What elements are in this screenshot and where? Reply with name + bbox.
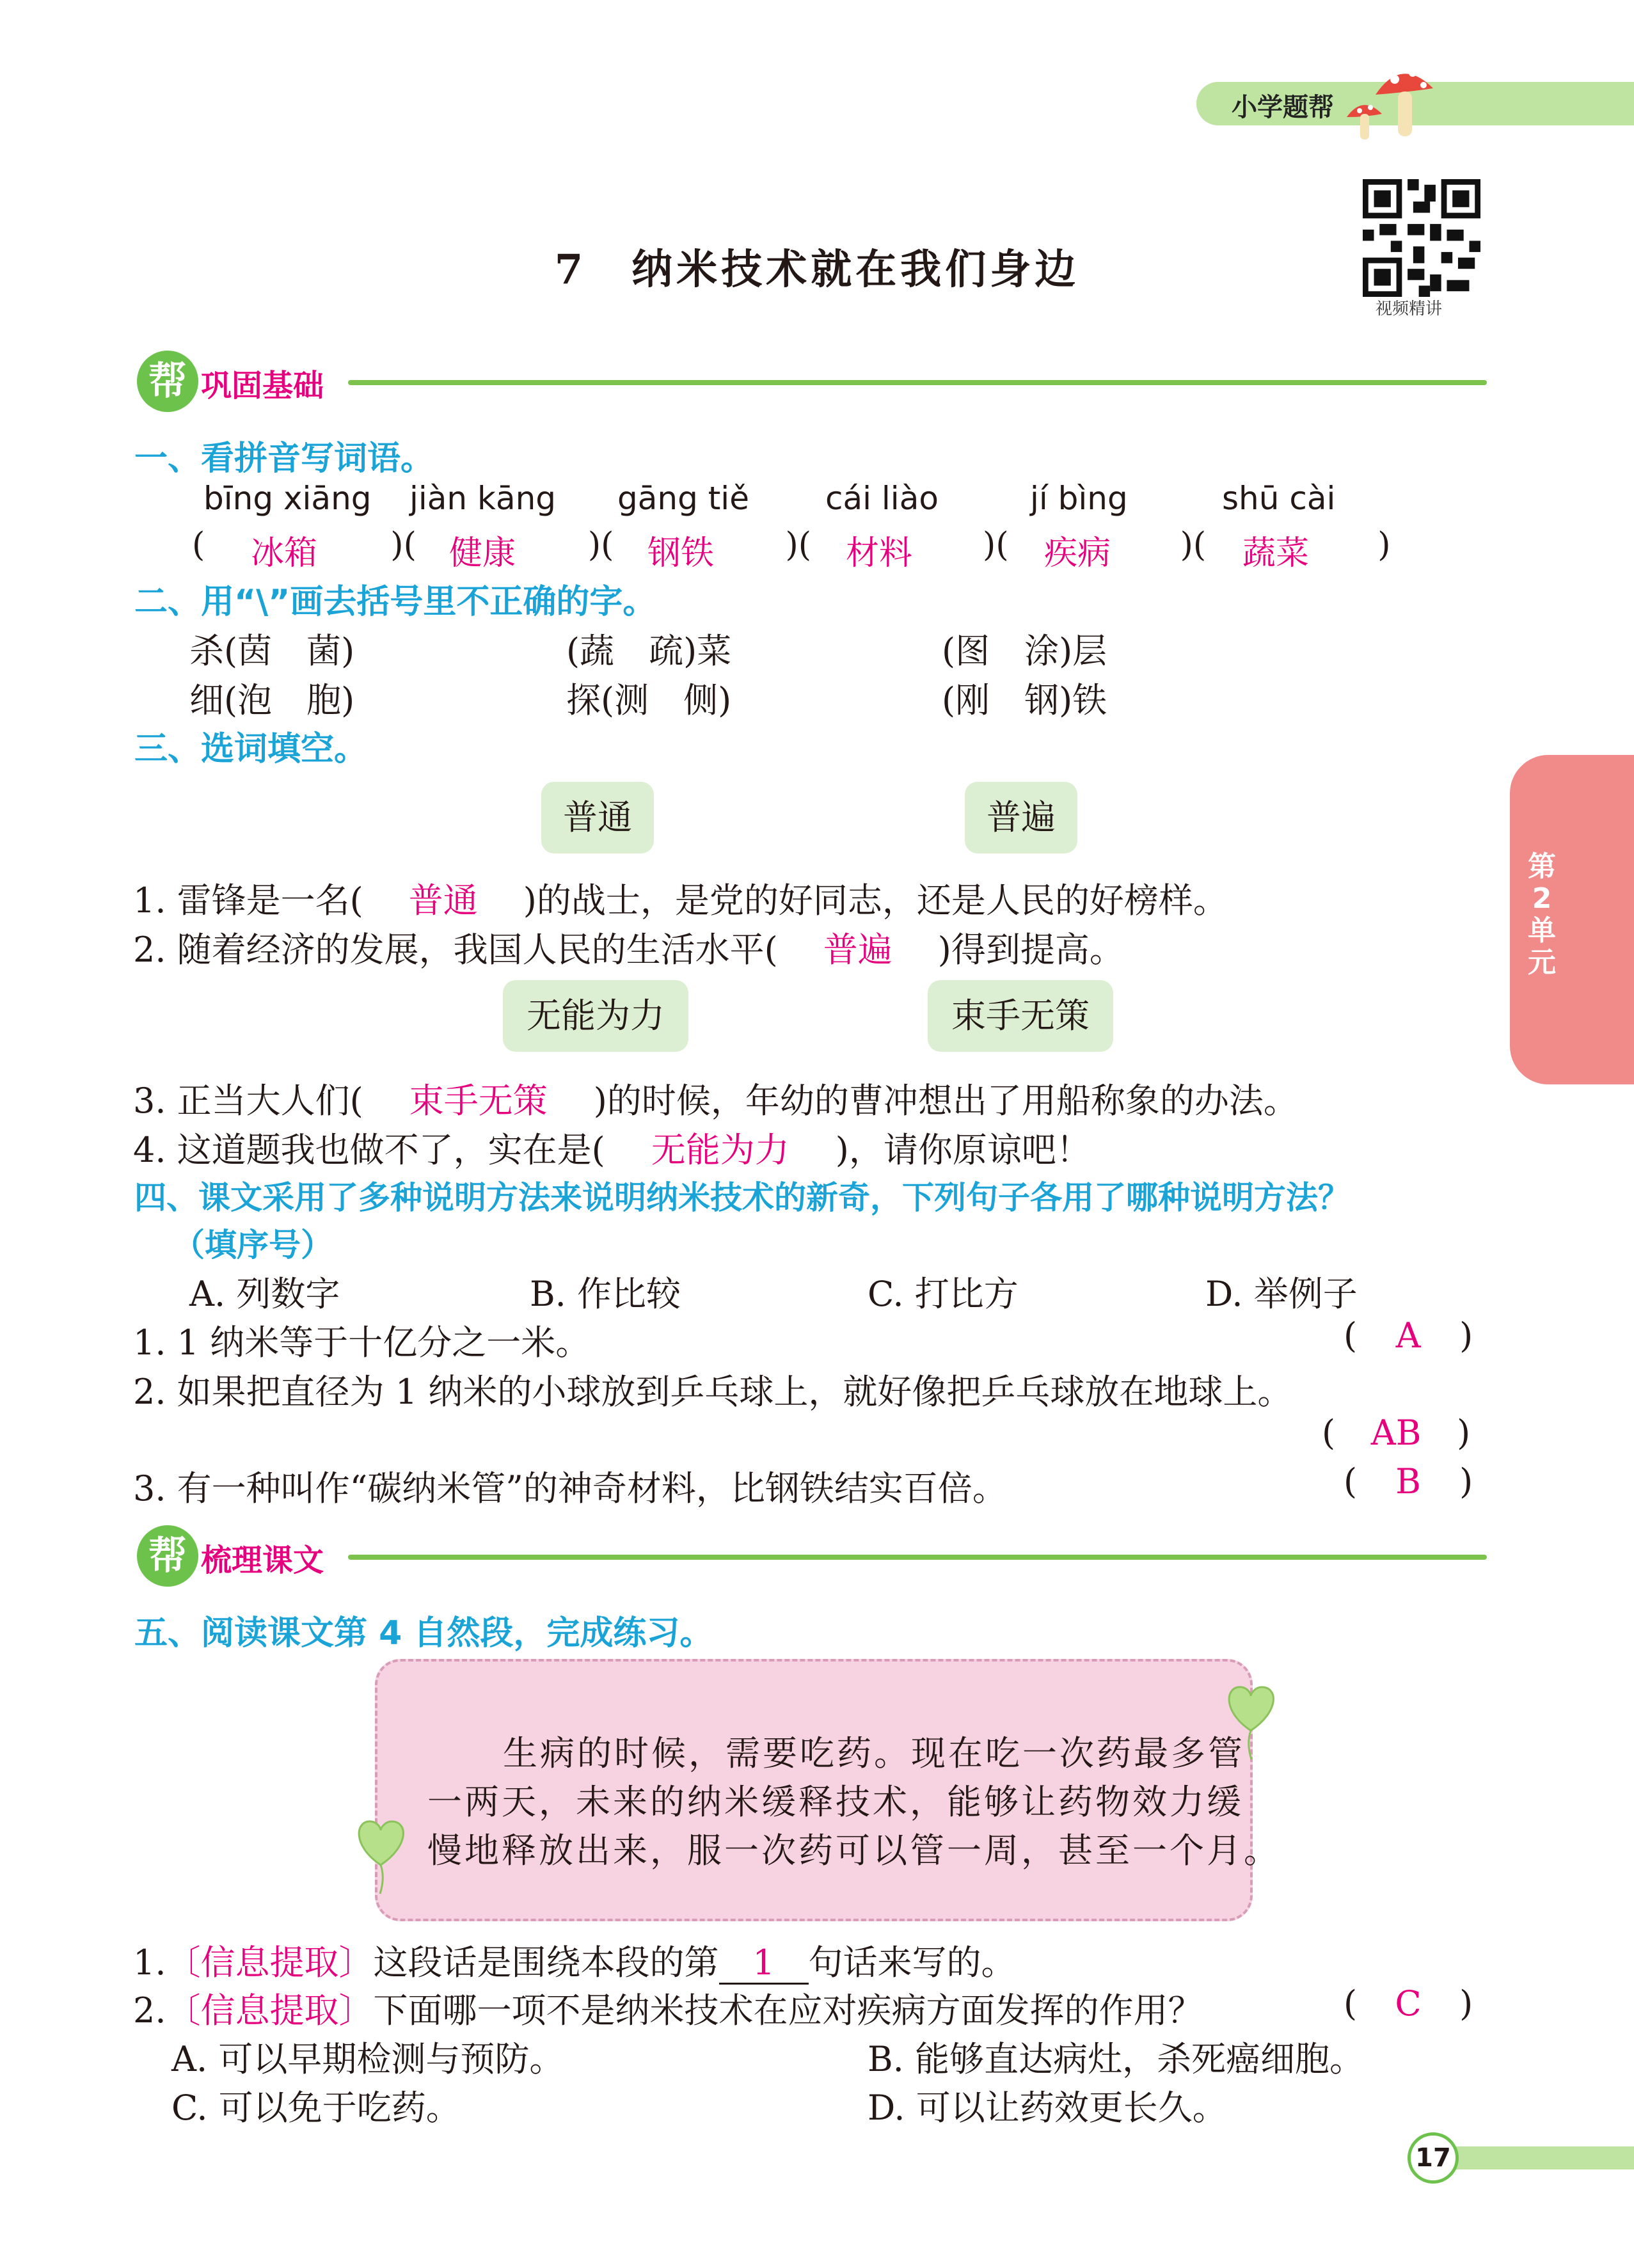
sentence-text: )，请你原谅吧！ — [835, 1130, 1091, 1170]
passage-line: 慢地释放出来，服一次药可以管一周，甚至一个月。 — [427, 1830, 1281, 1871]
question-item: 1. 1 纳米等于十亿分之一米。 — [133, 1322, 591, 1363]
answer-text: AB — [1370, 1413, 1422, 1453]
option-item: D. 可以让药效更长久。 — [868, 2088, 1227, 2128]
heart-balloon-icon — [345, 1814, 416, 1897]
answer-text: 钢铁 — [647, 534, 715, 573]
word-box: 无能为力 — [503, 980, 688, 1052]
passage-line: 生病的时候，需要吃药。现在吃一次药最多管 — [503, 1733, 1245, 1773]
answer-text: 健康 — [449, 534, 516, 573]
section-title: 梳理课文 — [201, 1542, 324, 1578]
section-divider — [348, 380, 1487, 385]
pinyin: bīng xiāng — [203, 480, 372, 517]
skill-tag: 〔信息提取〕 — [166, 1990, 374, 2031]
question-4-subheading: （填序号） — [173, 1226, 333, 1264]
sentence-3 — [133, 1074, 1298, 1123]
skill-tag: 〔信息提取〕 — [166, 1942, 374, 1983]
answer-text: 普遍 — [823, 930, 892, 970]
section-banner-basics — [137, 356, 1487, 407]
option-item: C. 可以免于吃药。 — [171, 2088, 461, 2128]
mushroom-icon — [1337, 56, 1452, 146]
choice-item: 杀(茵 菌) — [189, 631, 355, 671]
answer-text: C — [1395, 1983, 1422, 2024]
option-item: C. 打比方 — [868, 1274, 1019, 1314]
option-item: A. 列数字 — [189, 1274, 340, 1314]
answer-blank[interactable] — [719, 1942, 809, 1985]
answer-text: 束手无策 — [409, 1081, 548, 1121]
answer-text: 材料 — [846, 534, 913, 573]
question-item: 2. 如果把直径为 1 纳米的小球放到乒乓球上，就好像把乒乓球放在地球上。 — [133, 1372, 1292, 1412]
answer-text: 1 — [752, 1942, 775, 1983]
sentence-text: )得到提高。 — [937, 930, 1124, 970]
item-number: 2. — [133, 1990, 166, 2031]
sentence-text: 1. 雷锋是一名( — [133, 880, 363, 921]
answer-bracket: ( A ) — [1344, 1315, 1473, 1356]
choice-item: 细(泡 胞) — [189, 680, 355, 720]
choice-item: 探(测 侧) — [566, 680, 732, 720]
pinyin: shū cài — [1222, 480, 1336, 517]
sentence-text: 4. 这道题我也做不了，实在是( — [133, 1130, 605, 1170]
question-3-heading: 三、选词填空。 — [134, 730, 368, 768]
sentence-1 — [133, 873, 1228, 923]
answer-text: B — [1395, 1461, 1421, 1502]
option-item: A. 可以早期检测与预防。 — [171, 2039, 564, 2079]
answer-text: 冰箱 — [251, 534, 318, 573]
section-divider — [348, 1555, 1487, 1560]
sentence-text: 这段话是围绕本段的第 — [373, 1942, 719, 1983]
question-1-heading: 一、看拼音写词语。 — [134, 440, 434, 478]
question-5-heading: 五、阅读课文第 4 自然段，完成练习。 — [134, 1614, 713, 1653]
answer-text: 普通 — [408, 880, 478, 921]
item-number: 1. — [133, 1942, 166, 1983]
choice-item: (图 涂)层 — [942, 631, 1107, 671]
answer-bracket: ( AB ) — [1322, 1413, 1471, 1453]
choice-item: (刚 钢)铁 — [942, 680, 1107, 720]
answer-text: 蔬菜 — [1242, 534, 1310, 573]
sentence-text: 2. 随着经济的发展，我国人民的生活水平( — [133, 930, 778, 970]
answer-bracket: ( C ) — [1344, 1983, 1473, 2024]
page-title: 7 纳米技术就在我们身边 — [554, 246, 1080, 294]
answer-text: A — [1395, 1315, 1421, 1356]
question-item: 3. 有一种叫作“碳纳米管”的神奇材料，比钢铁结实百倍。 — [133, 1468, 1007, 1509]
option-item: D. 举例子 — [1205, 1274, 1358, 1314]
section-badge: 帮 — [137, 351, 198, 412]
q5-item-1 — [133, 1935, 1016, 1985]
qr-caption: 视频精讲 — [1376, 299, 1443, 319]
unit-tab-label: 第2单元 — [1528, 850, 1556, 979]
answer-bracket: ( B ) — [1344, 1461, 1473, 1502]
choice-item: (蔬 疏)菜 — [566, 631, 732, 671]
sentence-text: 句话来写的。 — [808, 1942, 1016, 1983]
section-badge: 帮 — [137, 1525, 198, 1587]
option-item: B. 作比较 — [530, 1274, 681, 1314]
answer-brackets-row: ( )( )( )( )( )( ) — [192, 526, 1391, 564]
passage-line: 一两天，未来的纳米缓释技术，能够让药物效力缓 — [427, 1782, 1244, 1822]
question-4-heading: 四、课文采用了多种说明方法来说明纳米技术的新奇，下列句子各用了哪种说明方法？ — [134, 1179, 1350, 1216]
answer-text: 疾病 — [1044, 534, 1111, 573]
answer-text: 无能为力 — [651, 1130, 789, 1170]
sentence-2 — [133, 923, 1124, 972]
sentence-4 — [133, 1123, 1091, 1172]
page-number: 17 — [1408, 2132, 1459, 2184]
word-box: 普遍 — [965, 782, 1077, 853]
sentence-text: 3. 正当大人们( — [133, 1081, 363, 1121]
word-box: 束手无策 — [928, 980, 1113, 1052]
sentence-text: 下面哪一项不是纳米技术在应对疾病方面发挥的作用？ — [373, 1990, 1203, 2031]
pinyin: jí bìng — [1030, 480, 1128, 517]
section-title: 巩固基础 — [201, 368, 324, 404]
word-box: 普通 — [541, 782, 654, 853]
option-item: B. 能够直达病灶，杀死癌细胞。 — [868, 2039, 1365, 2079]
pinyin: gāng tiě — [617, 480, 749, 517]
brand-label: 小学题帮 — [1232, 93, 1334, 122]
section-banner-review — [137, 1530, 1487, 1582]
sentence-text: )的时候，年幼的曹冲想出了用船称象的办法。 — [593, 1081, 1298, 1121]
sentence-text: )的战士，是党的好同志，还是人民的好榜样。 — [523, 880, 1228, 921]
q5-item-2 — [133, 1983, 1203, 2033]
pinyin: cái liào — [825, 480, 939, 517]
question-2-heading: 二、用“\”画去括号里不正确的字。 — [134, 583, 656, 621]
pinyin: jiàn kāng — [409, 480, 557, 517]
